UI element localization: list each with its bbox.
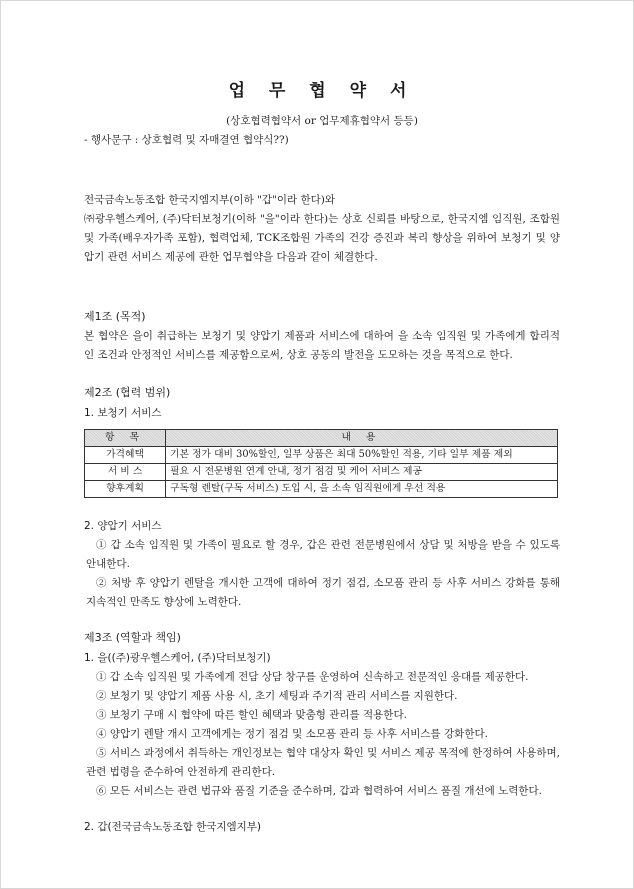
- article-2-sub-1: 1. 보청기 서비스: [84, 407, 162, 419]
- document-title: 업 무 협 약 서: [228, 81, 416, 101]
- table-row: [85, 464, 558, 481]
- document-body: [84, 80, 560, 837]
- article-1-heading: 제1조 (목적): [84, 310, 146, 323]
- table-header-category: 항 목: [85, 430, 166, 447]
- event-note: - 행사문구 : 상호협력 및 자매결연 협약식??): [84, 134, 289, 146]
- table-cell-category: 서 비 스: [85, 464, 166, 481]
- table-cell-content: 필요 시 전문병원 연계 안내, 정기 점검 및 케어 서비스 제공: [166, 464, 558, 481]
- table-cell-category: 향후계획: [85, 481, 166, 498]
- hearing-aid-service-table: [84, 429, 558, 498]
- article-3-heading: 제3조 (역할과 책임): [84, 631, 181, 644]
- table-cell-category: 가격혜택: [85, 447, 166, 464]
- article-3-item: ② 보청기 및 양압기 제품 사용 시, 초기 세팅과 주기적 관리 서비스를 지원한다.: [96, 690, 458, 702]
- table-cell-content: 구독형 렌탈(구독 서비스) 도입 시, 을 소속 임직원에게 우선 적용: [166, 481, 558, 498]
- article-3-item: ③ 보청기 구매 시 협약에 따른 할인 혜택과 맞춤형 관리를 적용한다.: [96, 709, 407, 721]
- intro-line-1: 전국금속노동조합 한국지엠지부(이하 "갑"이라 한다)와: [84, 194, 336, 206]
- article-3-item: ① 갑 소속 임직원 및 가족에게 전담 상담 창구를 운영하여 신속하고 전문적인 응대를 제공한다.: [96, 671, 529, 683]
- article-2-sub-2: 2. 양압기 서비스: [84, 520, 162, 532]
- article-3-sub-2: 2. 갑(전국금속노동조합 한국지엠지부): [84, 821, 262, 833]
- table-row: [85, 447, 558, 464]
- article-3-item: ⑤ 서비스 과정에서 취득하는 개인정보는 협약 대상자 확인 및 서비스 제공 목적에 한정하여 사용하며, 관련 법령을 준수하여 안전하게 관리한다.: [86, 747, 560, 778]
- article-1-body: 본 협약은 을이 취급하는 보청기 및 양압기 제품과 서비스에 대하여 을 소속 임직원 및 가족에게 합리적인 조건과 안정적인 서비스를 제공함으로써, 상호 공동의 발전을 도모하는 것을 목적으로 한다.: [84, 330, 560, 361]
- table-header-content: 내 용: [166, 430, 558, 447]
- article-3-item: ④ 양압기 렌탈 개시 고객에게는 정기 점검 및 소모품 관리 등 사후 서비스를 강화한다.: [96, 728, 488, 740]
- article-2-heading: 제2조 (협력 범위): [84, 386, 171, 399]
- article-2-item-1: ① 갑 소속 임직원 및 가족이 필요로 할 경우, 갑은 관련 전문병원에서 상담 및 처방을 받을 수 있도록 안내한다.: [86, 539, 560, 570]
- intro-paragraph: ㈜광우헬스케어, (주)닥터보청기(이하 "을"이라 한다)는 상호 신뢰를 바탕으로, 한국지엠 임직원, 조합원 및 가족(배우자가족 포함), 협력업체, TCK조합원 가족의 건강 증진과 복리 향상을 위하여 보청기 및 양압기 관련 서비스 제공에 관한 업무협약을 다음과 같이 체결한다.: [84, 213, 560, 263]
- article-2-item-2: ② 처방 후 양압기 렌탈을 개시한 고객에 대하여 정기 점검, 소모품 관리 등 사후 서비스 강화를 통해 지속적인 만족도 향상에 노력한다.: [86, 577, 560, 608]
- article-3-sub-1: 1. 을((주)광우헬스케어, (주)닥터보청기): [84, 652, 271, 664]
- document-subtitle: (상호협력협약서 or 업무제휴협약서 등등): [226, 115, 418, 127]
- table-header-row: [85, 430, 558, 447]
- article-3-item: ⑥ 모든 서비스는 관련 법규와 품질 기준을 준수하며, 갑과 협력하여 서비스 품질 개선에 노력한다.: [96, 785, 542, 797]
- table-row: [85, 481, 558, 498]
- table-cell-content: 기본 정가 대비 30%할인, 일부 상품은 최대 50%할인 적용, 기타 일부 제품 제외: [166, 447, 558, 464]
